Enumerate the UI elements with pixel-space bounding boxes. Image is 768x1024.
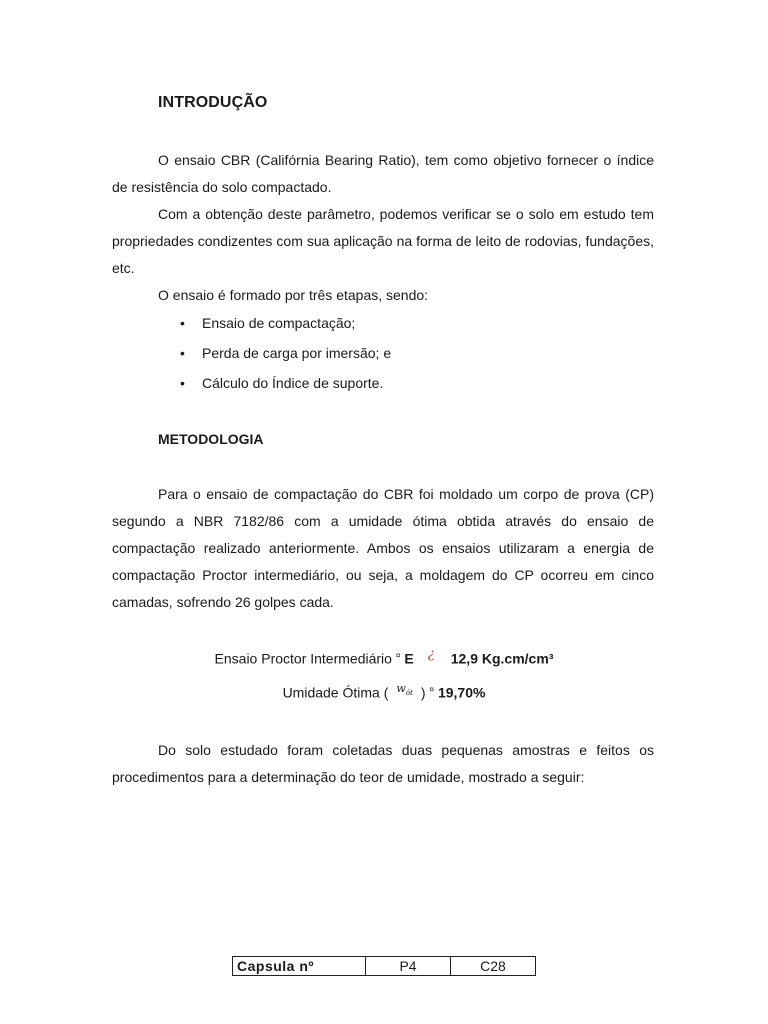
method-heading: METODOLOGIA [158,431,264,447]
equation-proctor: Ensaio Proctor Intermediário ¤ E ¿ 12,9 Kg.cm/cm³ [214,647,554,667]
list-item: • Perda de carga por imersão; e [158,338,391,368]
bullet-icon: • [180,375,185,391]
method-paragraph-2: Do solo estudado foram coletadas duas pequenas amostras e feitos os procedimentos para a determinação do teor de umidade, mostrado a seguir: [112,742,654,785]
capsule-table [232,956,536,976]
intro-paragraph-3: O ensaio é formado por três etapas, sendo: [158,287,429,303]
table-cell: P4 [366,957,451,976]
table-cell: C28 [451,957,536,976]
missing-symbol-icon: ¿ [427,647,435,662]
list-item: • Ensaio de compactação; [158,308,391,338]
bullet-icon: • [180,345,185,361]
list-item: • Cálculo do Índice de suporte. [158,368,391,398]
intro-heading: INTRODUÇÃO [158,94,268,111]
bullet-icon: • [180,315,185,331]
method-paragraph-1: Para o ensaio de compactação do CBR foi moldado um corpo de prova (CP) segundo a NBR 7182/86 com a umidade ótima obtida através do ensaio de compactação realizado anteriormente. Ambos os ensaios utilizaram a energia de compactação Proctor intermediário, ou seja, a moldagem do CP ocorreu em cinco camadas, sofrendo 26 golpes cada. [112,486,654,610]
table-header-cell: Capsula nº [233,957,366,976]
intro-paragraph-2: Com a obtenção deste parâmetro, podemos verificar se o solo em estudo tem propriedades condizentes com sua aplicação na forma de leito de rodovias, fundações, etc. [112,206,654,276]
table-row [233,957,536,976]
equation-moisture: Umidade Ótima ( $^{w_{ót}}$ ) ¤ 19,70% [282,682,486,701]
stages-list [158,308,391,398]
intro-paragraph-1: O ensaio CBR (Califórnia Bearing Ratio), tem como objetivo fornecer o índice de resistência do solo compactado. [112,152,654,195]
